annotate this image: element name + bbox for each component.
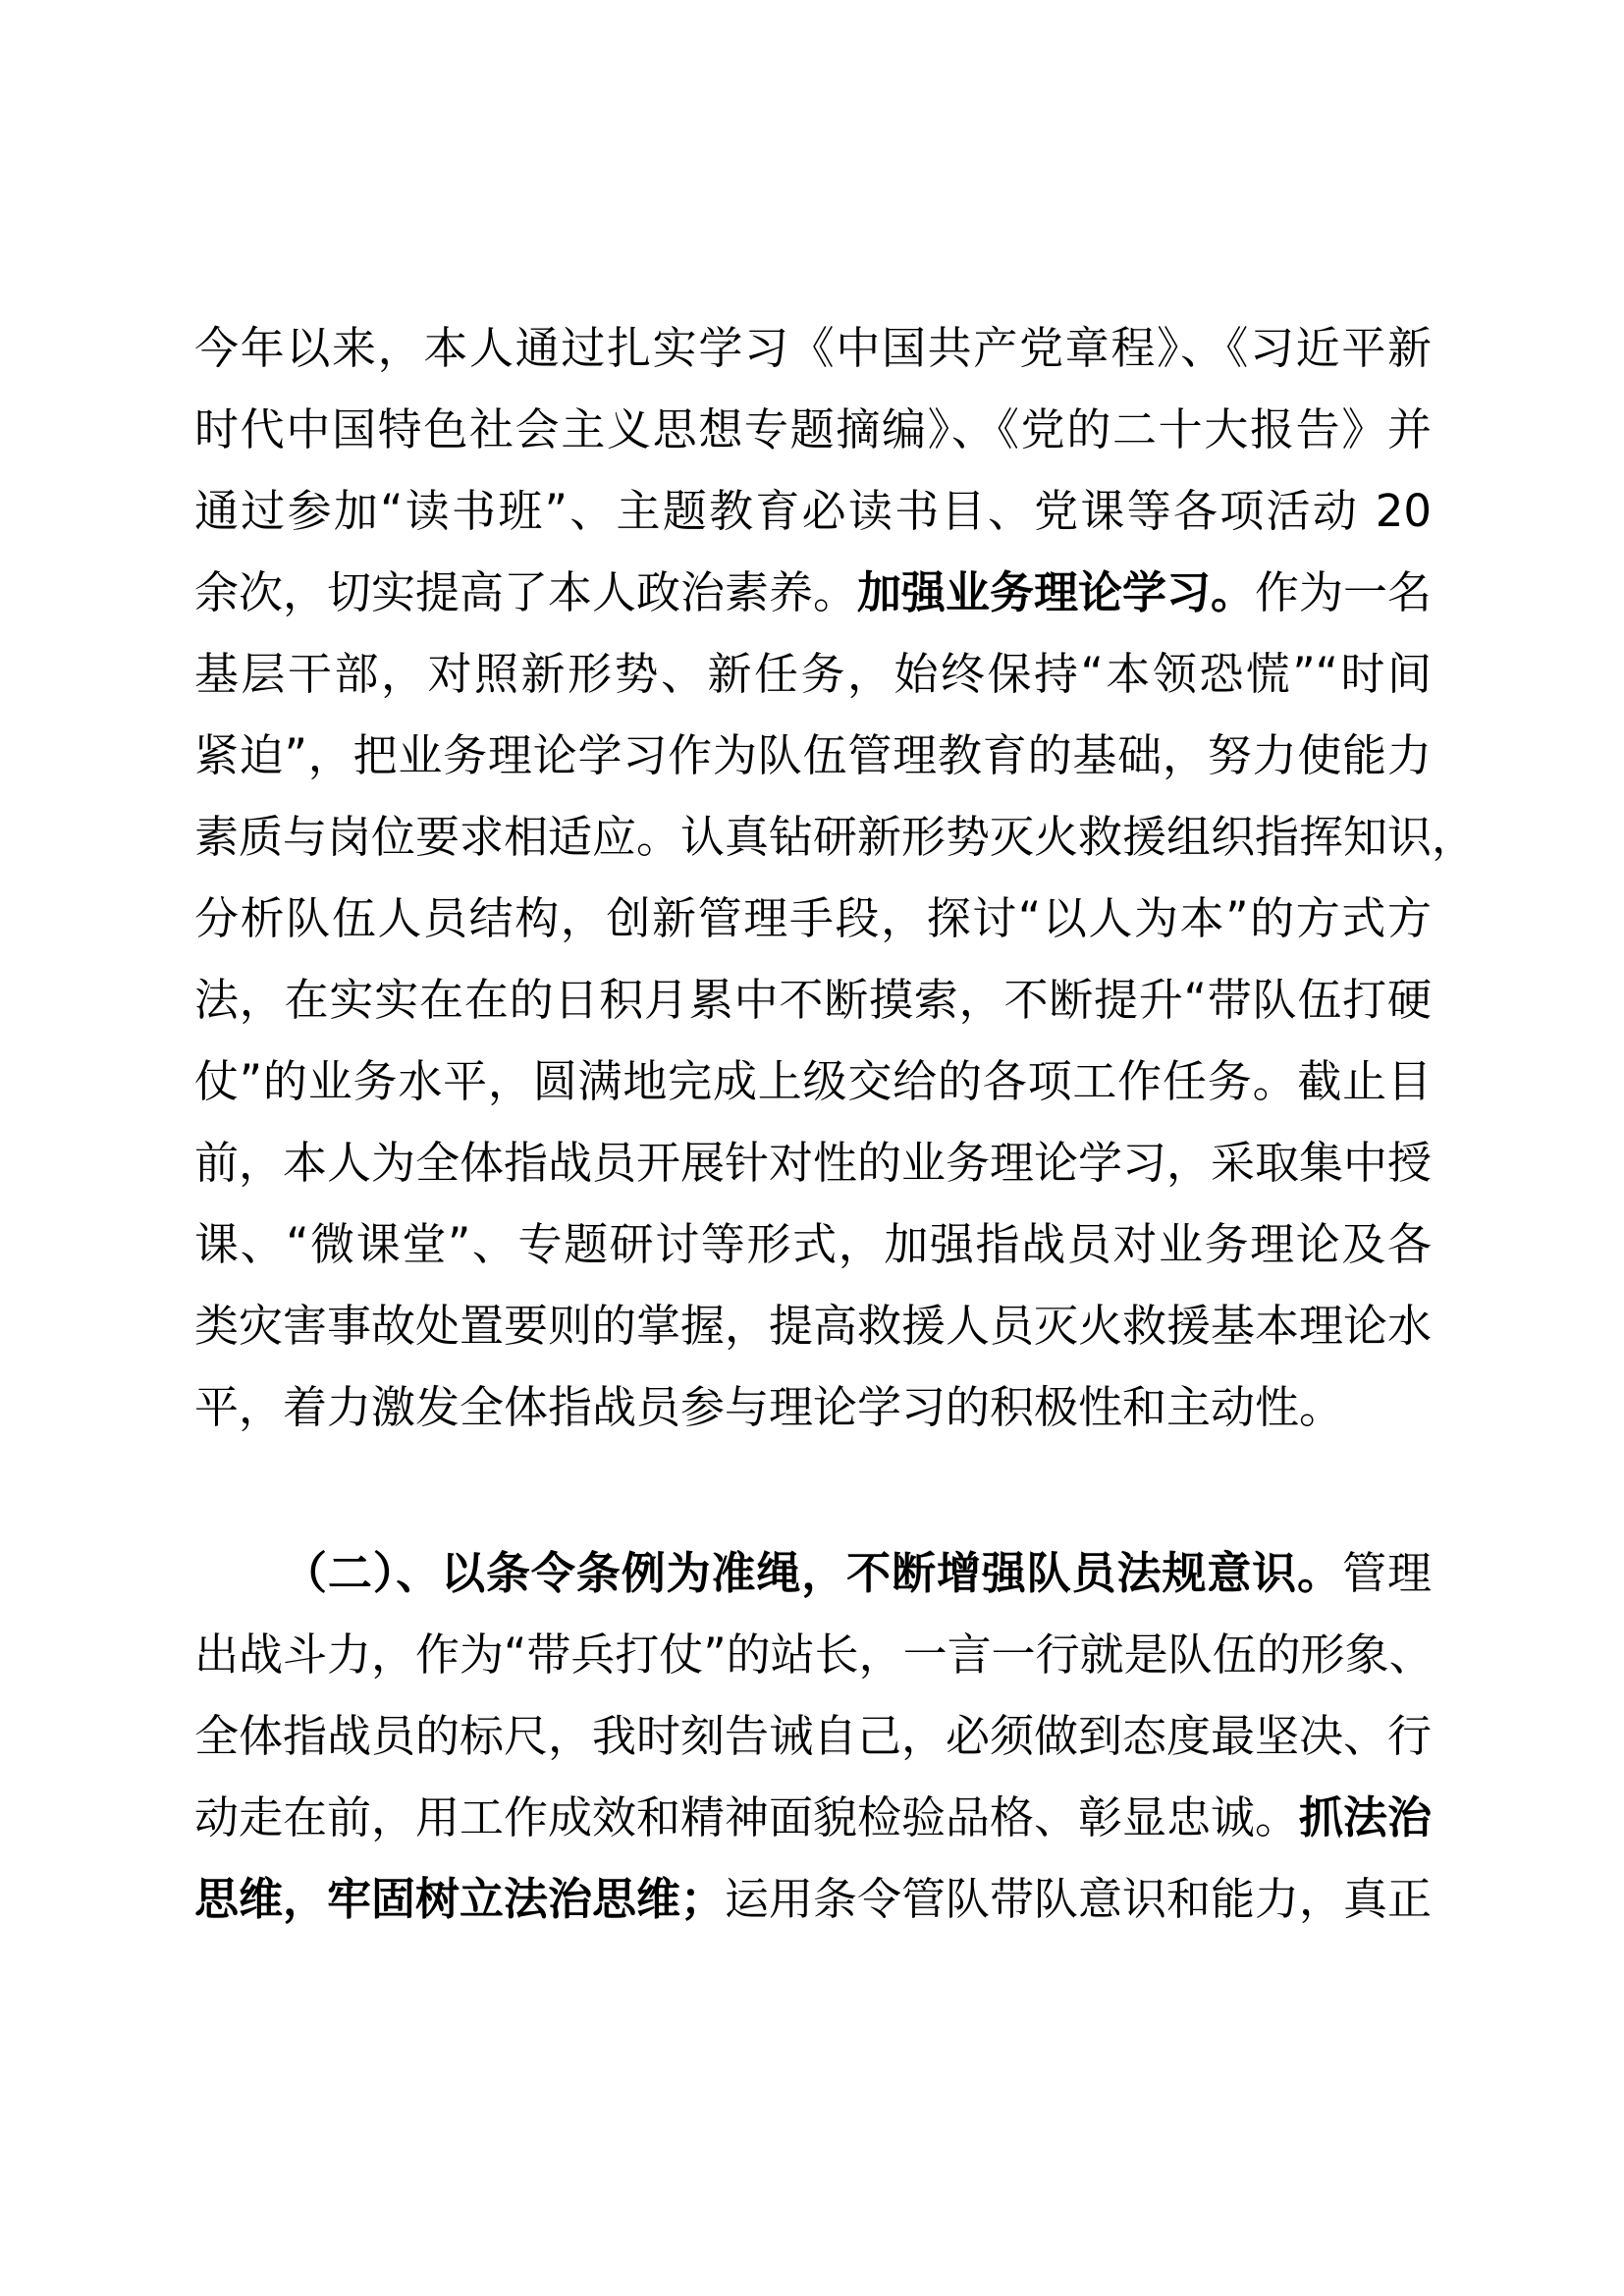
paragraph-line	[194, 1539, 1432, 1608]
paragraph-line: 法，在实实在在的日积月累中不断摸索，不断提升“带队伍打硬	[194, 974, 1432, 1026]
paragraph-line: 前，本人为全体指战员开展针对性的业务理论学习，采取集中授	[194, 1137, 1433, 1189]
paragraph-line: 仗”的业务水平，圆满地完成上级交给的各项工作任务。截止目	[194, 1055, 1432, 1107]
paragraph-line	[194, 559, 1432, 627]
paragraph-text: 作为一名	[1255, 566, 1433, 618]
paragraph-line: 平，着力激发全体指战员参与理论学习的积极性和主动性。	[194, 1381, 1344, 1433]
bold-heading-text: 抓法治	[1299, 1791, 1433, 1843]
paragraph-line: 分析队伍人员结构，创新管理手段，探讨“以人为本”的方式方	[194, 892, 1432, 944]
section-heading: （二）、以条令条例为准绳，不断增强队员法规意识。	[283, 1547, 1343, 1599]
paragraph-line: 通过参加“读书班”、主题教育必读书目、党课等各项活动 20	[194, 485, 1432, 537]
bold-heading-text: 思维，牢固树立法治思维；	[194, 1873, 726, 1925]
paragraph-text: 运用条令管队带队意识和能力，真正	[725, 1873, 1433, 1925]
bold-heading-text: 加强业务理论学习。	[857, 566, 1256, 618]
paragraph-line: 全体指战员的标尺，我时刻告诫自己，必须做到态度最坚决、行	[194, 1710, 1433, 1762]
paragraph-text: 动走在前，用工作成效和精神面貌检验品格、彰显忠诚。	[194, 1791, 1300, 1843]
paragraph-line: 类灾害事故处置要则的掌握，提高救援人员灭火救援基本理论水	[194, 1300, 1433, 1352]
paragraph-line: 紧迫”，把业务理论学习作为队伍管理教育的基础，努力使能力	[194, 729, 1432, 781]
paragraph-line	[194, 1784, 1432, 1852]
paragraph-line: 时代中国特色社会主义思想专题摘编》、《党的二十大报告》并	[194, 403, 1432, 455]
paragraph-text: 余次，切实提高了本人政治素养。	[194, 566, 858, 618]
paragraph-line	[194, 1865, 1432, 1934]
paragraph-line: 素质与岗位要求相适应。认真钻研新形势灭火救援组织指挥知识，	[194, 811, 1477, 863]
paragraph-line: 今年以来，本人通过扎实学习《中国共产党章程》、《习近平新	[194, 322, 1432, 374]
paragraph-line: 基层干部，对照新形势、新任务，始终保持“本领恐慌”“时间	[194, 648, 1432, 700]
paragraph-text: 管理	[1342, 1547, 1432, 1599]
paragraph-line: 课、“微课堂”、专题研讨等形式，加强指战员对业务理论及各	[194, 1218, 1432, 1270]
paragraph-line: 出战斗力，作为“带兵打仗”的站长，一言一行就是队伍的形象、	[194, 1629, 1434, 1681]
